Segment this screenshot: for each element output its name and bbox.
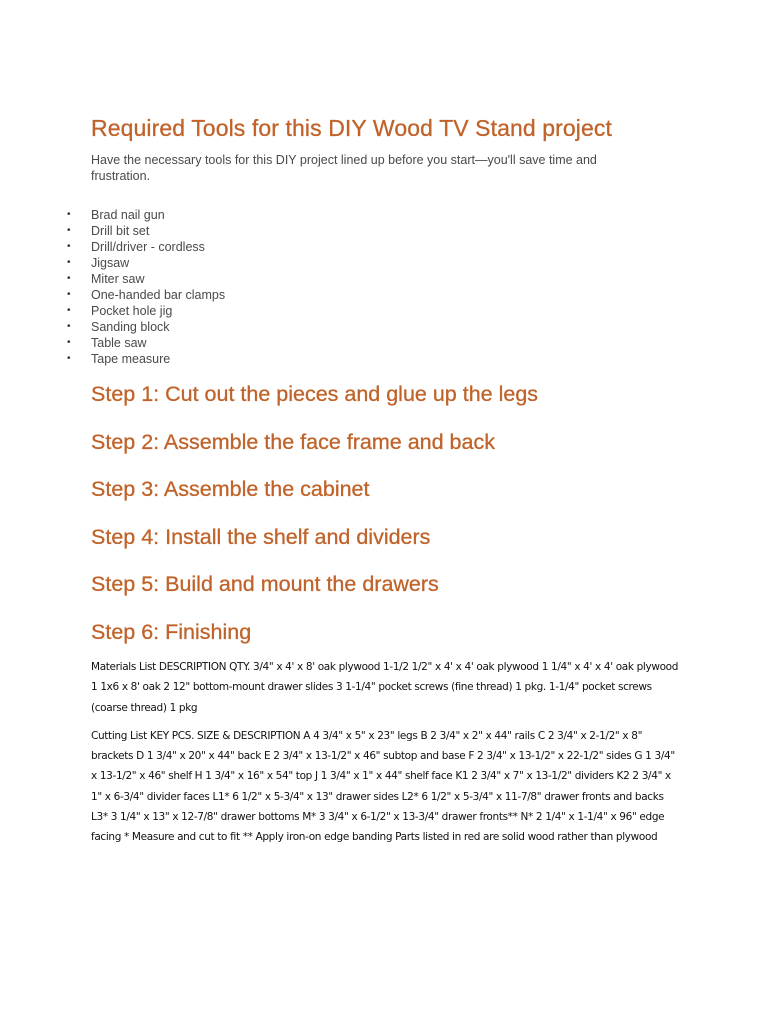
tool-label: Drill/driver - cordless	[91, 240, 205, 254]
steps-list	[91, 381, 691, 657]
list-item	[67, 207, 691, 223]
tools-list	[67, 207, 691, 367]
list-item	[67, 255, 691, 271]
step-5-heading: Step 5: Build and mount the drawers	[91, 572, 439, 597]
step-6-heading: Step 6: Finishing	[91, 619, 252, 644]
cutting-list: Cutting List KEY PCS. SIZE & DESCRIPTION A 4 3/4" x 5" x 23" legs B 2 3/4" x 2" x 44" rails C 2 3/4" x 2-1/2" x 8" brackets D 1 3/4" x 20" x 44" back E 2 3/4" x 13-1/2" x 46" subtop and base F 2 3/4" x 13-1/2" x 22-1/2" sides G 1 3/4" x 13-1/2" x 46" shelf H 1 3/4" x 16" x 54" top J 1 3/4" x 1" x 44" shelf face K1 2 3/4" x 7" x 13-1/2" dividers K2 2 3/4" x 1" x 6-3/4" divider faces L1* 6 1/2" x 5-3/4" x 13" drawer sides L2* 6 1/2" x 5-3/4" x 11-7/8" drawer fronts and backs L3* 3 1/4" x 13" x 12-7/8" drawer bottoms M* 3 3/4" x 6-1/2" x 13-3/4" drawer fronts** N* 2 1/4" x 1-1/4" x 96" edge facing * Measure and cut to fit ** Apply iron-on edge banding Parts listed in red are solid wood rather than plywood	[91, 729, 675, 844]
section-intro: Have the necessary tools for this DIY project lined up before you start—you'll save time and frustration.	[91, 153, 597, 183]
tool-label: Sanding block	[91, 320, 170, 334]
tool-label: Brad nail gun	[91, 208, 165, 222]
step-1-heading: Step 1: Cut out the pieces and glue up the legs	[91, 382, 539, 406]
bullet-icon: •	[67, 209, 71, 220]
bullet-icon: •	[67, 225, 71, 236]
list-item	[67, 351, 691, 367]
list-item	[67, 271, 691, 287]
bullet-icon: •	[67, 289, 71, 300]
list-item	[67, 223, 691, 239]
list-item	[67, 335, 691, 351]
bullet-icon: •	[67, 273, 71, 284]
list-item	[67, 239, 691, 255]
list-item	[67, 287, 691, 303]
step-2-heading: Step 2: Assemble the face frame and back	[91, 429, 495, 454]
tool-label: One-handed bar clamps	[91, 288, 226, 302]
bullet-icon: •	[67, 305, 71, 316]
step-4-heading: Step 4: Install the shelf and dividers	[91, 524, 431, 549]
article-content	[67, 112, 691, 848]
tool-label: Jigsaw	[91, 256, 130, 270]
bullet-icon: •	[67, 337, 71, 348]
section-title: Required Tools for this DIY Wood TV Stand project	[91, 115, 612, 141]
bullet-icon: •	[67, 241, 71, 252]
tool-label: Pocket hole jig	[91, 304, 173, 318]
list-item	[67, 303, 691, 319]
step-3-heading: Step 3: Assemble the cabinet	[91, 477, 370, 502]
tool-label: Tape measure	[91, 352, 171, 366]
bullet-icon: •	[67, 353, 71, 364]
tool-label: Table saw	[91, 336, 147, 350]
tool-label: Drill bit set	[91, 224, 150, 238]
materials-list: Materials List DESCRIPTION QTY. 3/4" x 4' x 8' oak plywood 1-1/2 1/2" x 4' x 4' oak plywood 1 1/4" x 4' x 4' oak plywood 1 1x6 x 8' oak 2 12" bottom-mount drawer slides 3 1-1/4" pocket screws (fine thread) 1 pkg. 1-1/4" pocket screws (coarse thread) 1 pkg	[91, 660, 679, 714]
bullet-icon: •	[67, 321, 71, 332]
bullet-icon: •	[67, 257, 71, 268]
list-item	[67, 319, 691, 335]
tool-label: Miter saw	[91, 272, 145, 286]
